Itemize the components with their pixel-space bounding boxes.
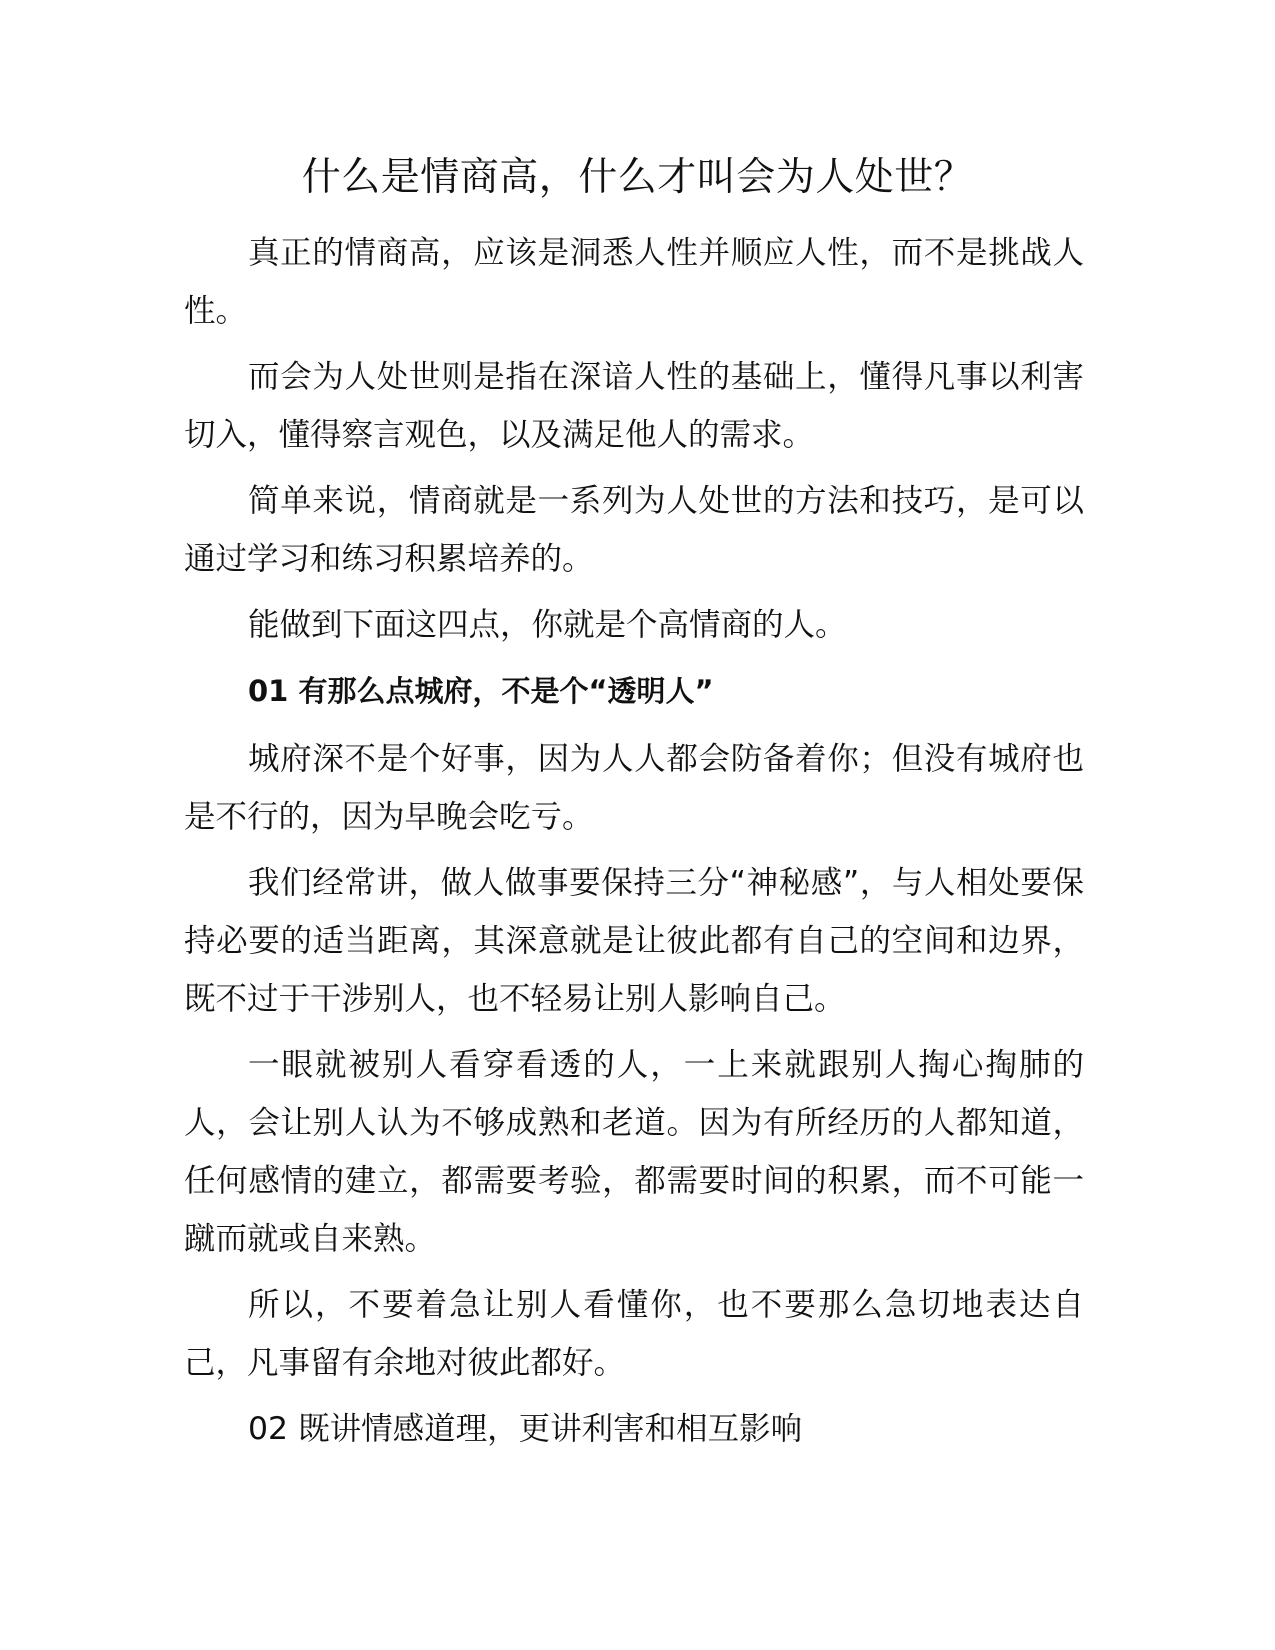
- paragraph-2: 而会为人处世则是指在深谙人性的基础上，懂得凡事以利害切入，懂得察言观色，以及满足他人的需求。: [184, 359, 1084, 453]
- document-body: [184, 224, 1084, 1466]
- paragraph-1: 真正的情商高，应该是洞悉人性并顺应人性，而不是挑战人性。: [184, 235, 1084, 329]
- section-heading-01: 01 有那么点城府，不是个“透明人”: [248, 674, 714, 708]
- paragraph-4: 能做到下面这四点，你就是个高情商的人。: [248, 607, 847, 643]
- paragraph-8: 所以，不要着急让别人看懂你，也不要那么急切地表达自己，凡事留有余地对彼此都好。: [184, 1287, 1084, 1381]
- paragraph-7: 一眼就被别人看穿看透的人，一上来就跟别人掏心掏肺的人，会让别人认为不够成熟和老道。因为有所经历的人都知道，任何感情的建立，都需要考验，都需要时间的积累，而不可能一蹴而就或自来熟。: [184, 1047, 1084, 1257]
- paragraph-5: 城府深不是个好事，因为人人都会防备着你；但没有城府也是不行的，因为早晚会吃亏。: [184, 741, 1084, 835]
- section-heading-02: 02 既讲情感道理，更讲利害和相互影响: [248, 1411, 803, 1447]
- paragraph-6: 我们经常讲，做人做事要保持三分“神秘感”，与人相处要保持必要的适当距离，其深意就是让彼此都有自己的空间和边界，既不过于干涉别人，也不轻易让别人影响自己。: [184, 865, 1084, 1017]
- paragraph-3: 简单来说，情商就是一系列为人处世的方法和技巧，是可以通过学习和练习积累培养的。: [184, 483, 1084, 577]
- document-title: 什么是情商高，什么才叫会为人处世？: [301, 155, 974, 200]
